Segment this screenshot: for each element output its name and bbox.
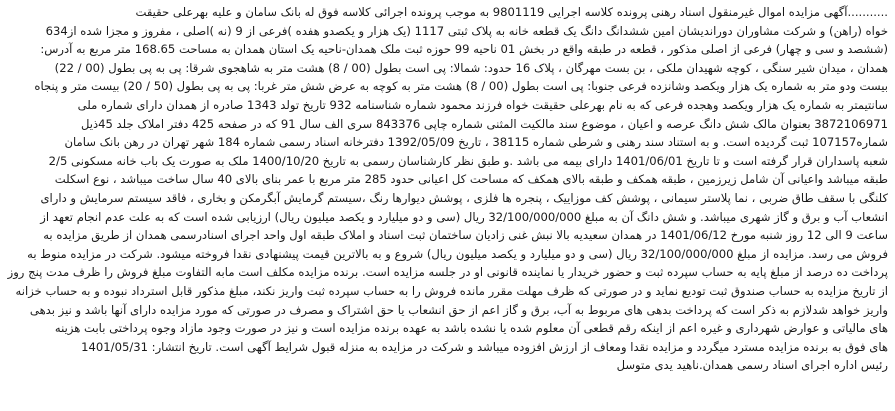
notice-line: شعبه پاسداران قرار گرفته است و تا تاریخ 1401/06/01 دارای بیمه می باشد .و طبق نظر کارشناسان رسمی به تاریخ 1400/10/20 ملک به صورت یک باب خانه مسکونی 2/5 (48, 153, 888, 168)
notice-line: شماره107157 ثبت گردیده است. و به استناد سند رهنی و شرطی شماره 38115 ، تاریخ 1392/05/09 دفترخانه اسناد رسمی شماره 184 شهر تهران در رهن بانک سامان (64, 135, 888, 150)
notice-line: 3872106971 بعنوان مالک شش دانگ عرصه و اعیان ، موضوع سند مالکیت المثنی شماره چاپی 843376 سری الف سال 91 که در صفحه 425 دفتر املاک جلد 45ذیل (80, 116, 888, 131)
notice-line: فروش می رسد. مزایده از مبلغ 32/100/000/000 ریال (سی و دو میلیارد و یکصد میلیون ریال) شروع و به بالاترین قیمت پیشنهادی نقدا فروخته میشود. شرکت در مزایده منوط به (27, 246, 888, 261)
notice-line: خواه (راهن) و شرکت مشاوران دوراندیشان امین ششدانگ دانگ یک قطعه خانه به پلاک ثبتی 1117 (یک هزار و یکصدو هفده )فرعی از 9 (نه )اصلی ، مفروز و مجزا شده از634 (45, 23, 888, 38)
notice-line: های فوق به برنده مزایده مسترد میگردد و مزایده نقدا ومعاف از ارزش افزوده میباشد و شرکت در مزایده به منزله قبول شرایط آگهی است. تاریخ انتشار: 1401/05/31 (81, 339, 888, 354)
auction-notice-text (7, 3, 888, 375)
notice-line: ...........آگهی مزایده اموال غیرمنقول اسناد رهنی پرونده کلاسه اجرایی 9801119 به موجب پرونده اجرائی کلاسه فوق له بانک سامان و علیه بهرعلی حقیقت (135, 5, 888, 19)
notice-line: (ششصد و سی و چهار) فرعی از اصلی مذکور ، قطعه در طبقه واقع در بخش 01 ناحیه 99 حوزه ثبت ملک همدان-ناحیه یک استان همدان به مساحت 168.65 متر مربع به آدرس: (40, 42, 888, 57)
notice-line: انشعاب آب و برق و گاز شهری میباشد. و شش دانگ آن به مبلغ 32/100/000/000 ریال (سی و دو میلیارد و یکصد میلیون ریال) ارزیابی شده است که به علت عدم انجام تعهد از (40, 209, 888, 224)
notice-signature: رئیس اداره اجرای اسناد رسمی همدان.ناهید یدی متوسل (616, 358, 888, 373)
notice-line: ساعت 9 الی 12 روز شنبه مورخ 1401/06/12 در همدان سعیدیه بالا نبش غنی زادیان ساختمان ثبت اسناد و املاک طبقه اول واحد اجرای اسنادرسمی همدان از طریق مزایده به (43, 228, 888, 243)
notice-line: های مالیاتی و عوارض شهرداری و غیره اعم از اینکه رقم قطعی آن معلوم شده یا نشده باشد به عهده برنده مزایده است و نیز در صورت وجود مازاد وجوه پرداختی بابت هزینه (54, 321, 888, 336)
notice-line: بیست ودو متر به شماره یک هزار ویکصد وشانزده فرعی جنوبا: پی است بطول (00 / 8) هشت متر به کوچه به عرض شش متر غربا: پی به پی بطول (50 / 20) بیست متر و پنجاه (34, 79, 888, 94)
notice-line: سانتیمتر به شماره یک هزار ویکصد وهجده فرعی که به نام بهرعلی حقیقت خواه فرزند محمود شماره شناسنامه 932 تاریخ تولد 1343 صادره از همدان دارای شماره ملی (77, 97, 888, 112)
notice-line: پرداخت ده درصد از مبلغ پایه به حساب سپرده ثبت و حضور خریدار یا نماینده قانونی او در جلسه مزایده است. برنده مزایده مکلف است مابه التفاوت مبلغ فروش را ظرف مدت پنج روز (7, 265, 888, 280)
notice-line: کلنگی با سقف طاق ضربی ، نما پلاستر سیمانی ، پوشش کف موزاییک ، پنجره ها فلزی ، پوشش دیوارها رنگ ،سیستم گرمایش آبگرمکن و بخاری ، فاقد سیستم سرمایش و دارای (40, 190, 888, 205)
notice-line: واریز خواهد شدلازم به ذکر است که پرداخت بدهی های مربوط به آب، برق و گاز اعم از حق انشعاب یا حق اشتراک و مصرف در صورتی که مورد مزایده دارای آنها باشد و نیز بدهی (29, 302, 888, 317)
notice-line: از تاریخ مزایده به حساب صندوق ثبت تودیع نماید و در صورتی که ظرف مهلت مقرر مانده فروش را به حساب سپرده ثبت واریز نکند، مبلغ مذکور قابل استرداد نبوده و به حساب خزانه (15, 283, 888, 298)
notice-line: طبقه میباشد واعیانی آن شامل زیرزمین ، طبقه همکف و طبقه بالای همکف که مساحت کل اعیانی حدود 285 متر مربع با عمر بنای بالای 40 سال ساخت میباشد ، نوع اسکلت (54, 172, 888, 187)
notice-line: همدان ، میدان شیر سنگی ، کوچه شهیدان ملکی ، بن بست مهرگان ، پلاک 16 حدود: شمالا: پی است بطول (00 / 8) هشت متر به شاهجوی شرقا: پی به پی بطول (00 / 22) (54, 60, 888, 75)
